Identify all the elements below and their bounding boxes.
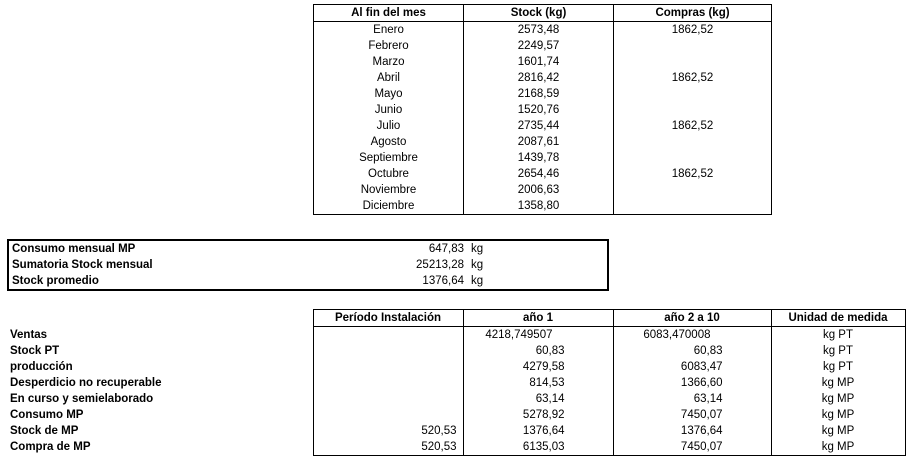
row-label: producción: [10, 361, 73, 373]
compras-cell: 1862,52: [614, 22, 772, 39]
month-cell: Octubre: [314, 166, 464, 182]
stock-cell: 2006,63: [464, 182, 614, 198]
summary-value: 1376,64: [422, 275, 464, 287]
compras-cell: [614, 182, 772, 198]
inst-cell: 520,53: [313, 439, 463, 456]
table-row: [7, 423, 905, 439]
year2-cell: 60,83: [613, 343, 771, 359]
year1-cell: 5278,92: [463, 407, 613, 423]
compras-cell: 1862,52: [614, 166, 772, 182]
table-row: [314, 54, 772, 70]
unit-cell: kg PT: [771, 327, 905, 344]
summary-label: Sumatoria Stock mensual: [12, 259, 153, 271]
column-header-compras: Compras (kg): [614, 5, 772, 22]
month-cell: Diciembre: [314, 198, 464, 215]
row-label: En curso y semielaborado: [10, 393, 154, 405]
stock-cell: 2087,61: [464, 134, 614, 150]
year2-cell: 7450,07: [613, 439, 771, 456]
row-label: Stock de MP: [10, 425, 79, 437]
month-cell: Febrero: [314, 38, 464, 54]
table-row: [314, 198, 772, 215]
monthly-stock-table: [313, 4, 772, 215]
column-header-stock: Stock (kg): [464, 5, 614, 22]
inst-cell: [313, 327, 463, 344]
table-row: [314, 134, 772, 150]
column-header-periodo: Período Instalación: [313, 310, 463, 327]
table-row: [314, 86, 772, 102]
month-cell: Enero: [314, 22, 464, 39]
row-label: Desperdicio no recuperable: [10, 377, 162, 389]
stock-cell: 2573,48: [464, 22, 614, 39]
table-row: [7, 375, 905, 391]
summary-unit: kg: [471, 275, 484, 287]
year1-cell: 1376,64: [463, 423, 613, 439]
inst-cell: [313, 359, 463, 375]
compras-cell: [614, 38, 772, 54]
stock-cell: 2249,57: [464, 38, 614, 54]
column-header-month: Al fin del mes: [314, 5, 464, 22]
summary-unit: kg: [471, 259, 484, 271]
month-cell: Julio: [314, 118, 464, 134]
column-header-ano2-10: año 2 a 10: [613, 310, 771, 327]
stock-cell: 2168,59: [464, 86, 614, 102]
compras-cell: 1862,52: [614, 118, 772, 134]
year2-cell: 6083,47: [613, 359, 771, 375]
stock-cell: 1439,78: [464, 150, 614, 166]
year1-cell: 4218,749507: [463, 327, 613, 344]
year1-cell: 63,14: [463, 391, 613, 407]
compras-cell: [614, 54, 772, 70]
inst-cell: [313, 343, 463, 359]
unit-cell: kg PT: [771, 343, 905, 359]
table-row: [314, 70, 772, 86]
stock-cell: 1358,80: [464, 198, 614, 215]
month-cell: Agosto: [314, 134, 464, 150]
column-header-unidad: Unidad de medida: [771, 310, 905, 327]
summary-label: Stock promedio: [12, 275, 99, 287]
inst-cell: [313, 375, 463, 391]
year2-cell: 1366,60: [613, 375, 771, 391]
table-row: [7, 407, 905, 423]
year2-cell: 63,14: [613, 391, 771, 407]
month-cell: Marzo: [314, 54, 464, 70]
year1-cell: 6135,03: [463, 439, 613, 456]
table-row: [314, 38, 772, 54]
summary-table: [7, 239, 609, 291]
summary-row: [8, 240, 608, 257]
row-label: Consumo MP: [10, 409, 84, 421]
header-blank: [7, 310, 313, 327]
row-label: Compra de MP: [10, 441, 91, 454]
year1-cell: 4279,58: [463, 359, 613, 375]
stock-cell: 2816,42: [464, 70, 614, 86]
table-row: [7, 439, 905, 456]
month-cell: Noviembre: [314, 182, 464, 198]
stock-cell: 2735,44: [464, 118, 614, 134]
year2-cell: 7450,07: [613, 407, 771, 423]
table-row: [314, 150, 772, 166]
table-row: [314, 22, 772, 39]
inst-cell: [313, 407, 463, 423]
projection-table: [7, 309, 906, 456]
table-header-row: [7, 310, 905, 327]
year1-cell: 814,53: [463, 375, 613, 391]
unit-cell: kg MP: [771, 407, 905, 423]
table-header-row: [314, 5, 772, 22]
unit-cell: kg PT: [771, 359, 905, 375]
compras-cell: [614, 198, 772, 215]
summary-value: 647,83: [428, 243, 464, 255]
table-row: [314, 166, 772, 182]
unit-cell: kg MP: [771, 439, 905, 456]
month-cell: Mayo: [314, 86, 464, 102]
unit-cell: kg MP: [771, 375, 905, 391]
summary-row: [8, 273, 608, 290]
stock-cell: 1520,76: [464, 102, 614, 118]
column-header-ano1: año 1: [463, 310, 613, 327]
table-row: [7, 343, 905, 359]
compras-cell: [614, 134, 772, 150]
month-cell: Junio: [314, 102, 464, 118]
summary-unit: kg: [471, 243, 484, 255]
month-cell: Septiembre: [314, 150, 464, 166]
table-row: [314, 182, 772, 198]
summary-row: [8, 257, 608, 273]
compras-cell: 1862,52: [614, 70, 772, 86]
compras-cell: [614, 150, 772, 166]
inst-cell: [313, 391, 463, 407]
summary-label: Consumo mensual MP: [12, 243, 136, 255]
table-row: [314, 118, 772, 134]
inst-cell: 520,53: [313, 423, 463, 439]
summary-value: 25213,28: [416, 259, 464, 271]
table-row: [7, 391, 905, 407]
unit-cell: kg MP: [771, 423, 905, 439]
compras-cell: [614, 102, 772, 118]
year1-cell: 60,83: [463, 343, 613, 359]
table-row: [314, 102, 772, 118]
table-row: [7, 359, 905, 375]
table-row: [7, 327, 905, 344]
row-label: Ventas: [10, 328, 48, 341]
unit-cell: kg MP: [771, 391, 905, 407]
stock-cell: 1601,74: [464, 54, 614, 70]
month-cell: Abril: [314, 70, 464, 86]
stock-cell: 2654,46: [464, 166, 614, 182]
year2-cell: 6083,470008: [613, 327, 771, 344]
compras-cell: [614, 86, 772, 102]
row-label: Stock PT: [10, 345, 60, 357]
year2-cell: 1376,64: [613, 423, 771, 439]
